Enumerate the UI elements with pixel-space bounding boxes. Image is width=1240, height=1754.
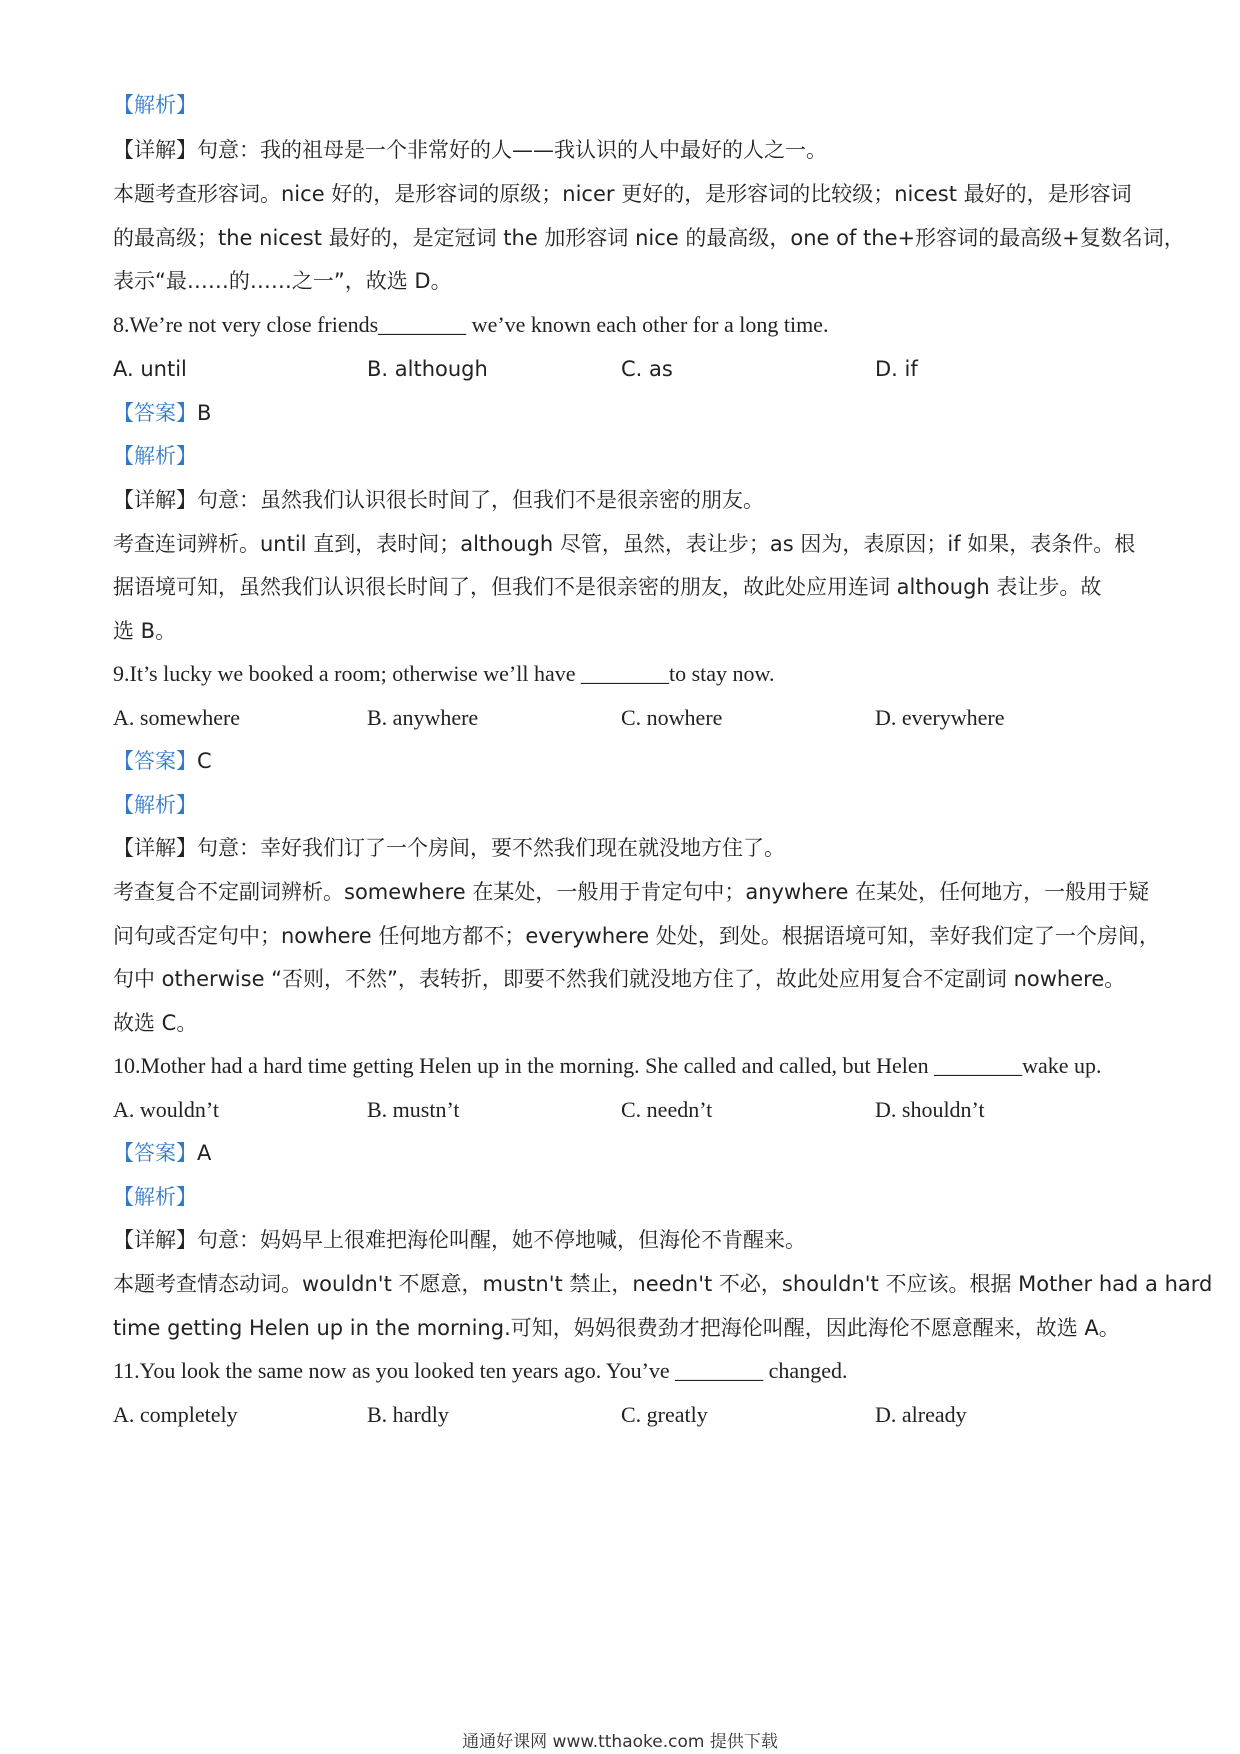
option-d: D. if [875,357,918,381]
question-8: 8.We’re not very close friends________ we’ve known each other for a long time. [113,312,829,337]
explanation-line: 【详解】句意：虽然我们认识很长时间了，但我们不是很亲密的朋友。 [113,488,764,512]
answer-value: C [197,749,212,773]
explanation-line: time getting Helen up in the morning.可知，妈妈很费劲才把海伦叫醒，因此海伦不愿意醒来，故选 A。 [113,1316,1120,1340]
explanation-line: 的最高级；the nicest 最好的，是定冠词 the 加形容词 nice 的最高级，one of the+形容词的最高级+复数名词， [113,226,1185,250]
explanation-line: 问句或否定句中；nowhere 任何地方都不；everywhere 处处，到处。根据语境可知，幸好我们定了一个房间， [113,924,1160,948]
explanation-line: 本题考查情态动词。wouldn't 不愿意，mustn't 禁止，needn't 不必，shouldn't 不应该。根据 Mother had a hard [113,1272,1213,1296]
explanation-line: 【详解】句意：我的祖母是一个非常好的人——我认识的人中最好的人之一。 [113,138,827,162]
option-a: A. completely [113,1402,238,1427]
answer-label: 【答案】 [113,1141,197,1165]
answer-9 [113,746,1140,776]
analysis-heading: 【解析】 [113,793,197,817]
explanation-line: 考查复合不定副词辨析。somewhere 在某处，一般用于肯定句中；anywhere 在某处，任何地方，一般用于疑 [113,880,1150,904]
page-footer: 通通好课网 www.tthaoke.com 提供下载 [462,1732,778,1752]
answer-value: B [197,401,212,425]
analysis-heading: 【解析】 [113,93,197,117]
answer-label: 【答案】 [113,749,197,773]
option-a: A. somewhere [113,705,241,730]
answer-10 [113,1138,1140,1168]
option-c: C. as [621,357,673,381]
option-c: C. greatly [621,1402,708,1427]
question-9: 9.It’s lucky we booked a room; otherwise we’ll have ________to stay now. [113,661,775,686]
answer-8 [113,398,1140,428]
option-b: B. although [367,357,488,381]
option-a: A. until [113,357,187,381]
explanation-line: 故选 C。 [113,1011,198,1035]
explanation-line: 表示“最……的……之一”，故选 D。 [113,269,452,293]
option-d: D. shouldn’t [875,1097,985,1122]
explanation-line: 【详解】句意：妈妈早上很难把海伦叫醒，她不停地喊，但海伦不肯醒来。 [113,1228,806,1252]
explanation-line: 句中 otherwise “否则，不然”，表转折，即要不然我们就没地方住了，故此处应用复合不定副词 nowhere。 [113,967,1126,991]
explanation-line: 考查连词辨析。until 直到，表时间；although 尽管，虽然，表让步；as 因为，表原因；if 如果，表条件。根 [113,532,1136,556]
explanation-line: 选 B。 [113,619,177,643]
answer-value: A [197,1141,212,1165]
option-b: B. mustn’t [367,1097,460,1122]
analysis-heading: 【解析】 [113,444,197,468]
option-c: C. nowhere [621,705,723,730]
answer-label: 【答案】 [113,401,197,425]
explanation-line: 本题考查形容词。nice 好的，是形容词的原级；nicer 更好的，是形容词的比较级；nicest 最好的，是形容词 [113,182,1132,206]
analysis-heading: 【解析】 [113,1185,197,1209]
question-11: 11.You look the same now as you looked ten years ago. You’ve ________ changed. [113,1358,848,1383]
option-b: B. anywhere [367,705,479,730]
option-d: D. already [875,1402,967,1427]
explanation-line: 【详解】句意：幸好我们订了一个房间，要不然我们现在就没地方住了。 [113,836,785,860]
question-10: 10.Mother had a hard time getting Helen up in the morning. She called and called, but Helen ________wake up. [113,1053,1102,1078]
explanation-line: 据语境可知，虽然我们认识很长时间了，但我们不是很亲密的朋友，故此处应用连词 although 表让步。故 [113,575,1102,599]
option-c: C. needn’t [621,1097,713,1122]
option-d: D. everywhere [875,705,1005,730]
option-a: A. wouldn’t [113,1097,219,1122]
option-b: B. hardly [367,1402,449,1427]
